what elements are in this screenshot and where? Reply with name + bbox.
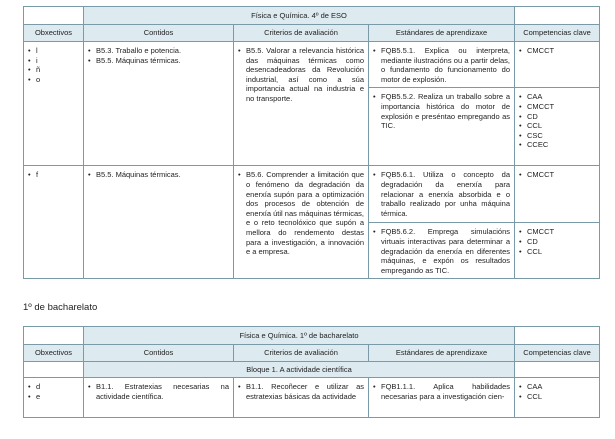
empty-corner	[24, 327, 84, 345]
contidos-cell	[84, 42, 234, 166]
estandar-cell	[369, 42, 515, 88]
header-criterios: Criterios de avaliación	[234, 345, 369, 362]
list-item: • CCEC	[519, 140, 595, 150]
empty-corner	[515, 327, 600, 345]
empty-corner	[24, 7, 84, 25]
competencias-cell	[515, 42, 600, 88]
list-item: • i	[28, 56, 79, 66]
estandar-text: • FQB5.6.1. Utiliza o concepto da degradación da enerxía para relacionar a enerxía absorbida e o traballo realizado por unha máquina térmica.	[373, 170, 510, 218]
list-item: • CMCCT	[519, 170, 595, 180]
header-competencias: Competencias clave	[515, 25, 600, 42]
contidos-cell	[84, 166, 234, 279]
list-item: • CSC	[519, 131, 595, 141]
contidos-cell	[84, 378, 234, 418]
list-item: • CD	[519, 112, 595, 122]
header-obxectivos: Obxectivos	[24, 25, 84, 42]
list-item: • B5.3. Traballo e potencia.	[88, 46, 229, 56]
competencias-cell	[515, 166, 600, 223]
list-item: • o	[28, 75, 79, 85]
empty-corner	[515, 7, 600, 25]
list-item: • l	[28, 46, 79, 56]
obxectivos-cell	[24, 42, 84, 166]
header-estandares: Estándares de aprendizaxe	[369, 25, 515, 42]
empty-cell	[24, 362, 84, 378]
estandar-cell	[369, 166, 515, 223]
list-item: • CAA	[519, 92, 595, 102]
header-criterios: Criterios de avaliación	[234, 25, 369, 42]
table-title: Física e Química. 4º de ESO	[84, 7, 515, 25]
criterio-cell	[234, 42, 369, 166]
header-competencias: Competencias clave	[515, 345, 600, 362]
list-item: • d	[28, 382, 79, 392]
list-item: • CCL	[519, 247, 595, 257]
competencias-cell	[515, 223, 600, 279]
header-estandares: Estándares de aprendizaxe	[369, 345, 515, 362]
list-item: • B5.5. Máquinas térmicas.	[88, 170, 229, 180]
header-contidos: Contidos	[84, 25, 234, 42]
list-item: • e	[28, 392, 79, 402]
estandar-text: • FQB5.5.1. Explica ou interpreta, mediante ilustracións ou a partir delas, o fundamento do funcionamento do motor de explosión.	[373, 46, 510, 84]
header-obxectivos: Obxectivos	[24, 345, 84, 362]
list-item: • B1.1. Estratexias necesarias na actividade científica.	[88, 382, 229, 401]
obxectivos-cell	[24, 378, 84, 418]
list-item: • CCL	[519, 392, 595, 402]
estandar-text: • FQB5.5.2. Realiza un traballo sobre a importancia histórica do motor de explosión e preséntao empregando as TIC.	[373, 92, 510, 130]
estandar-cell	[369, 378, 515, 418]
criterio-text: • B5.5. Valorar a relevancia histórica das máquinas térmicas como desencadeadoras da Revolución industrial, así como a súa importancia actual na industria e no transporte.	[238, 46, 364, 104]
list-item: • CD	[519, 237, 595, 247]
list-item: • ñ	[28, 65, 79, 75]
criterio-text: • B1.1. Recoñecer e utilizar as estratexias básicas da actividade	[238, 382, 364, 401]
criterio-text: • B5.6. Comprender a limitación que o fenómeno da degradación da enerxía supón para a optimización dos procesos de obtención de enerxía útil nas máquinas térmicas, e o reto tecnolóxico que supón a mellora do rendemento destas para a investigación, a innovación e a empresa.	[238, 170, 364, 256]
competencias-cell	[515, 88, 600, 166]
estandar-cell	[369, 88, 515, 166]
section-heading: 1º de bacharelato	[23, 302, 98, 313]
header-contidos: Contidos	[84, 345, 234, 362]
criterio-cell	[234, 166, 369, 279]
empty-cell	[515, 362, 600, 378]
obxectivos-cell	[24, 166, 84, 279]
list-item: • CMCCT	[519, 46, 595, 56]
list-item: • CCL	[519, 121, 595, 131]
block-title: Bloque 1. A actividade científica	[84, 362, 515, 378]
competencias-cell	[515, 378, 600, 418]
estandar-text: • FQB1.1.1. Aplica habilidades necesarias para a investigación cien-	[373, 382, 510, 401]
table-4eso	[23, 6, 600, 279]
list-item: • CMCCT	[519, 227, 595, 237]
list-item: • CAA	[519, 382, 595, 392]
estandar-cell	[369, 223, 515, 279]
estandar-text: • FQB5.6.2. Emprega simulacións virtuais interactivas para determinar a degradación da enerxía en diferentes máquinas, e expón os resultados empregando as TIC.	[373, 227, 510, 275]
list-item: • CMCCT	[519, 102, 595, 112]
table-1bach	[23, 326, 600, 418]
table-title: Física e Química. 1º de bacharelato	[84, 327, 515, 345]
criterio-cell	[234, 378, 369, 418]
list-item: • f	[28, 170, 79, 180]
list-item: • B5.5. Máquinas térmicas.	[88, 56, 229, 66]
